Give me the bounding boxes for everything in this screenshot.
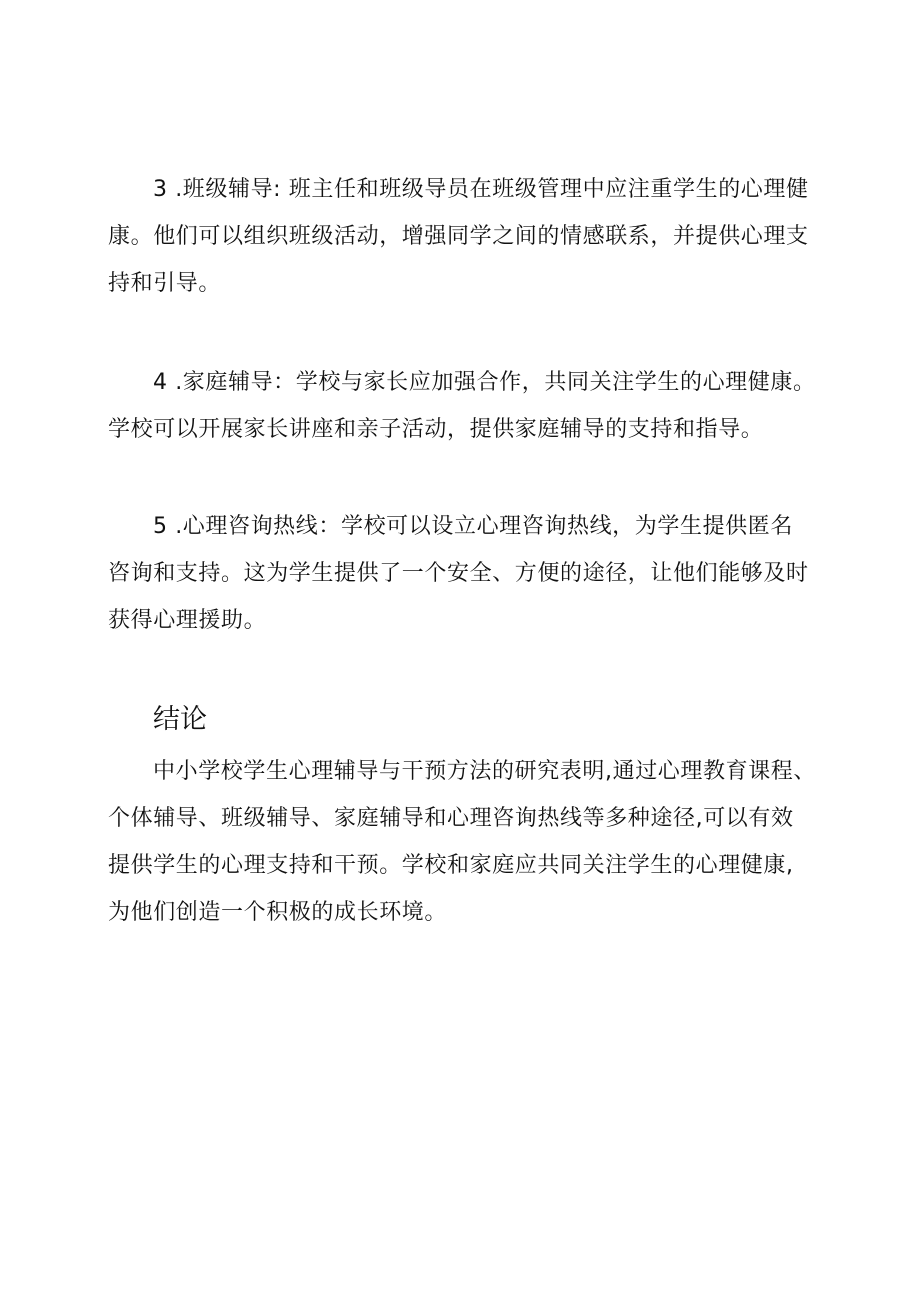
paragraph-line: 持和引导。 xyxy=(108,271,222,296)
paragraph-line: 提供学生的心理支持和干预。学校和家庭应共同关注学生的心理健康, xyxy=(108,853,794,878)
paragraph-line: 4 .家庭辅导：学校与家长应加强合作，共同关注学生的心理健康。 xyxy=(153,370,816,395)
paragraph-line: 获得心理援助。 xyxy=(108,608,267,633)
paragraph-line: 5 .心理咨询热线：学校可以设立心理咨询热线，为学生提供匿名 xyxy=(153,514,793,539)
paragraph-line: 中小学校学生心理辅导与干预方法的研究表明,通过心理教育课程、 xyxy=(153,759,816,784)
paragraph-line: 为他们创造一个积极的成长环境。 xyxy=(108,900,448,925)
paragraph-line: 3 .班级辅导: 班主任和班级导员在班级管理中应注重学生的心理健 xyxy=(153,177,809,202)
paragraph-line: 学校可以开展家长讲座和亲子活动，提供家庭辅导的支持和指导。 xyxy=(108,417,764,442)
paragraph-hotline xyxy=(108,503,828,644)
paragraph-line: 个体辅导、班级辅导、家庭辅导和心理咨询热线等多种途径,可以有效 xyxy=(108,806,794,831)
paragraph-class-counseling xyxy=(108,166,828,307)
conclusion-heading: 结论 xyxy=(153,704,207,735)
paragraph-line: 咨询和支持。这为学生提供了一个安全、方便的途径，让他们能够及时 xyxy=(108,561,809,586)
paragraph-family-counseling xyxy=(108,359,828,453)
paragraph-conclusion xyxy=(108,748,828,936)
paragraph-line: 康。他们可以组织班级活动，增强同学之间的情感联系，并提供心理支 xyxy=(108,224,809,249)
